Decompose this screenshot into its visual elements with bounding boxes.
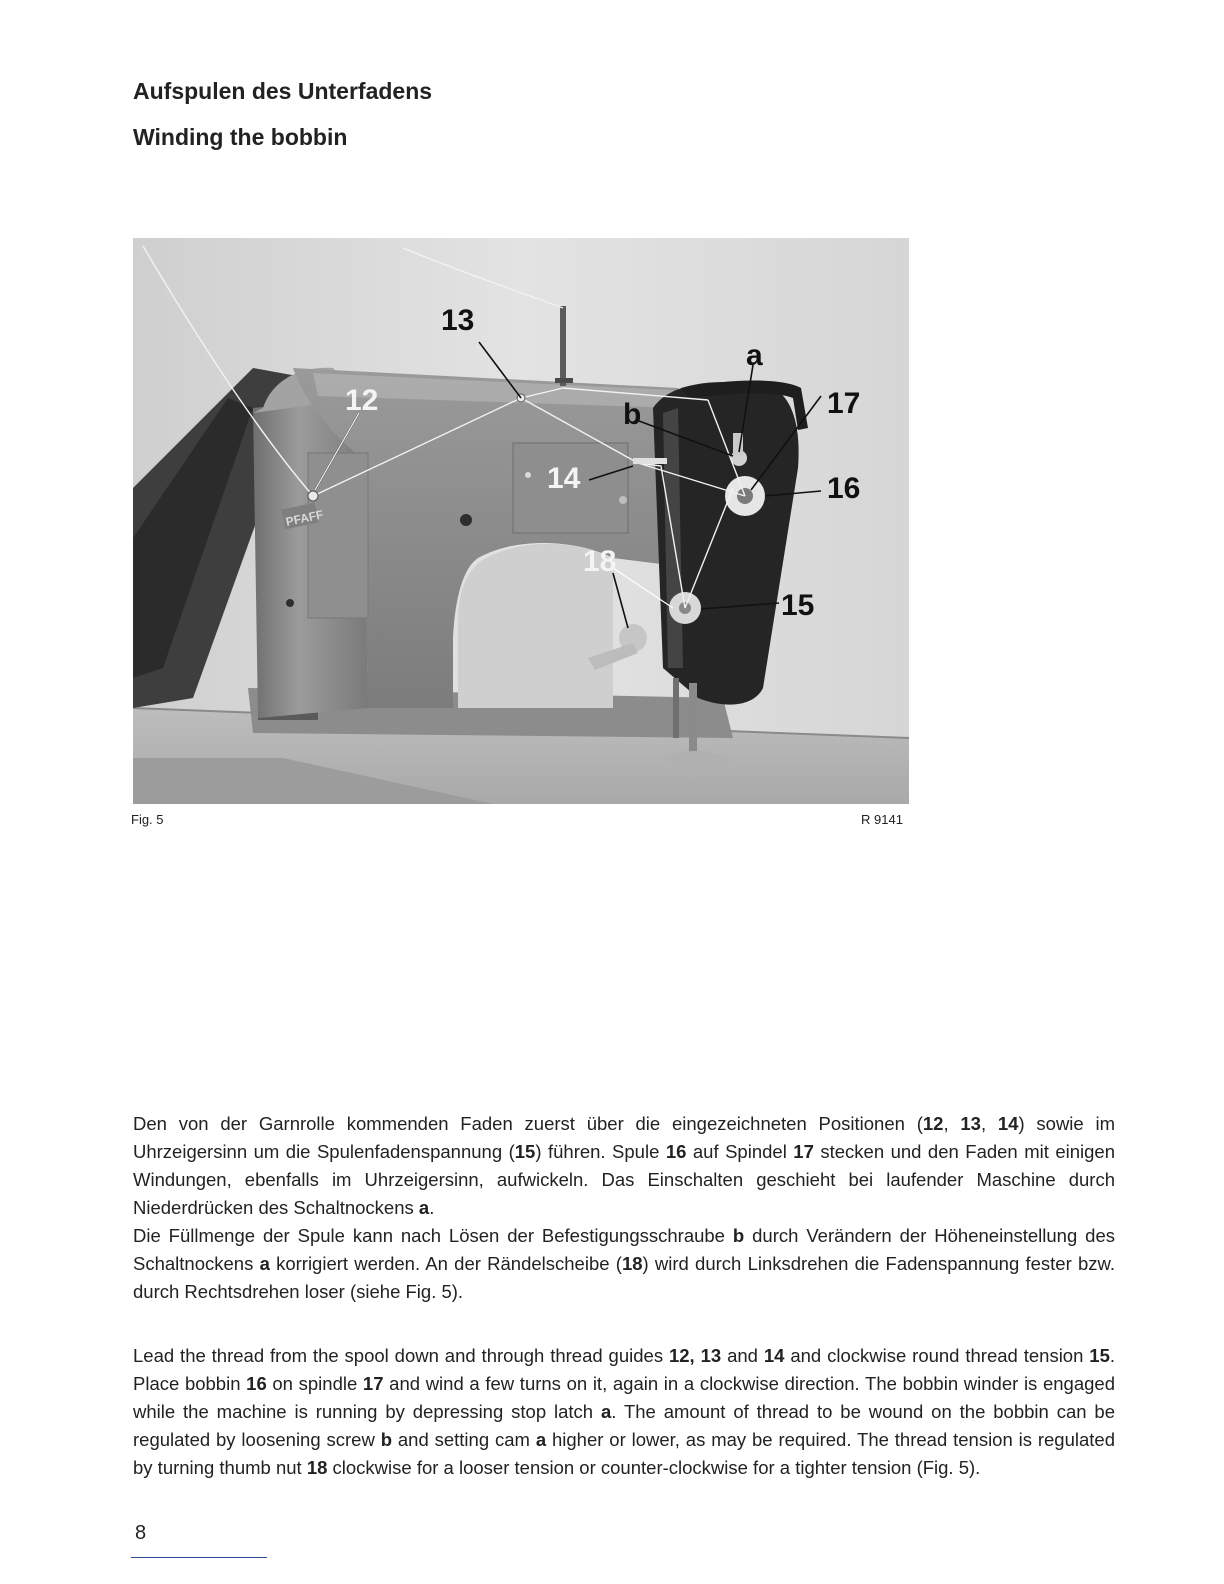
text-span: auf Spindel: [686, 1141, 794, 1162]
text-span: Die Füllmenge der Spule kann nach Lösen der Befestigungsschraube: [133, 1225, 733, 1246]
brand-badge-text: PFAFF: [284, 507, 325, 529]
section-title-german: Aufspulen des Unterfadens: [133, 78, 433, 104]
ref-b: b: [380, 1429, 392, 1450]
text-span: and: [721, 1345, 764, 1366]
paragraph-german: [133, 1110, 1115, 1306]
callout-13: 13: [441, 304, 475, 337]
text-span: ,: [980, 1113, 998, 1134]
ref-16: 16: [665, 1141, 687, 1162]
ref-18: 18: [306, 1457, 328, 1478]
ref-13: 13: [960, 1113, 981, 1134]
callout-12: 12: [345, 384, 379, 417]
callout-14: 14: [547, 462, 581, 495]
callout-18: 18: [583, 545, 617, 578]
text-span: and setting cam: [392, 1429, 536, 1450]
sewing-machine-illustration: [133, 238, 909, 804]
ref-14: 14: [997, 1113, 1019, 1134]
ref-14: 14: [763, 1345, 785, 1366]
paragraph-english: [133, 1342, 1115, 1482]
ref-15: 15: [514, 1141, 536, 1162]
ref-a: a: [600, 1401, 612, 1422]
callout-b: b: [623, 398, 642, 431]
text-span: .: [429, 1197, 435, 1218]
callout-16: 16: [827, 472, 861, 505]
footer-rule: [131, 1557, 267, 1558]
text-span: durch Verändern der Höheneinstellung des Schaltnockens: [133, 1225, 1115, 1274]
text-span: . Place bobbin: [133, 1345, 1116, 1394]
text-span: and wind a few turns on it, again in a clockwise direction. The bobbin winder is engaged while the machine is running by depressing stop latch: [133, 1373, 1115, 1422]
page-number: 8: [135, 1522, 147, 1544]
section-title-english: Winding the bobbin: [133, 124, 348, 150]
text-span: stecken und den Faden mit einigen Windungen, ebenfalls im Uhrzeigersinn, aufwickeln. Das Einschalten geschieht bei laufender Maschine durch Niederdrücken des Schaltnockens: [133, 1141, 1115, 1218]
figure-sewing-machine-photo: [133, 238, 909, 804]
text-span: Lead the thread from the spool down and through thread guides: [133, 1345, 669, 1366]
text-span: ) führen. Spule: [535, 1141, 666, 1162]
text-span: Den von der Garnrolle kommenden Faden zuerst über die eingezeichneten Positionen (: [133, 1113, 923, 1134]
text-span: ) wird durch Linksdrehen die Fadenspannung fester bzw. durch Rechtsdrehen loser (siehe Fig. 5).: [133, 1253, 1115, 1302]
ref-18: 18: [621, 1253, 643, 1274]
text-span: higher or lower, as may be required. The thread tension is regulated by turning thumb nut: [133, 1429, 1115, 1478]
ref-12-13: 12, 13: [668, 1345, 722, 1366]
ref-b: b: [732, 1225, 745, 1246]
ref-a: a: [535, 1429, 547, 1450]
ref-12: 12: [922, 1113, 944, 1134]
text-span: and clockwise round thread tension: [784, 1345, 1090, 1366]
figure-reference: R 9141: [861, 812, 903, 827]
text-span: on spindle: [266, 1373, 363, 1394]
callout-15: 15: [781, 589, 815, 622]
ref-17: 17: [362, 1373, 384, 1394]
callout-a: a: [746, 339, 763, 372]
ref-15: 15: [1089, 1345, 1110, 1366]
text-span: ) sowie im Uhrzeigersinn um die Spulenfadenspannung (: [133, 1113, 1116, 1162]
ref-16: 16: [246, 1373, 267, 1394]
figure-label: Fig. 5: [131, 812, 164, 827]
ref-17: 17: [793, 1141, 814, 1162]
text-span: korrigiert werden. An der Rändelscheibe (: [269, 1253, 622, 1274]
text-span: ,: [943, 1113, 961, 1134]
ref-a: a: [418, 1197, 430, 1218]
callout-17: 17: [827, 387, 861, 420]
text-span: . The amount of thread to be wound on the bobbin can be regulated by loosening screw: [133, 1401, 1115, 1450]
text-span: clockwise for a looser tension or counter-clockwise for a tighter tension (Fig. 5).: [327, 1457, 981, 1478]
ref-a: a: [259, 1253, 270, 1274]
